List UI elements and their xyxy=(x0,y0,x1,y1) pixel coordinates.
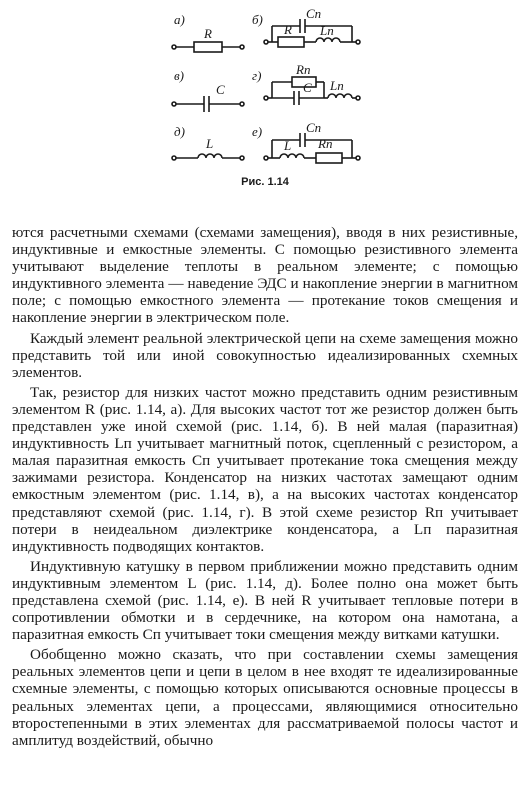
schematic-e xyxy=(264,133,360,163)
figure-caption: Рис. 1.14 xyxy=(241,176,289,188)
label-e-rp: Rп xyxy=(318,136,333,151)
label-e-cp: Сп xyxy=(306,120,322,135)
label-a-r: R xyxy=(204,26,212,41)
label-g-c: C xyxy=(303,80,312,95)
panel-label-b: б) xyxy=(252,12,263,27)
panel-label-g: г) xyxy=(252,68,262,83)
paragraph-3: Так, резистор для низких частот можно представить одним резистивным элементом R (рис. 1.14, а). Для высоких частот тот же резистор должен быть представлен уже иной схемой (рис. 1.14, б). В ней малая (паразитная) индуктивность Lп учитывает магнитный поток, сцепленный с резистором, а малая паразитная емкость Сп учитывает протекание тока смещения между зажимами резистора. Конденсатор на низких частотах замещают одним емкостным элементом (рис. 1.14, в), а на высоких частотах конденсатор представляют схемой (рис. 1.14, г). В этой схеме резистор Rп учитывает потери в неидеальном диэлектрике конденсатора, а Lп паразитная индуктивность подводящих контактов. xyxy=(12,383,518,555)
panel-label-e: е) xyxy=(252,124,263,139)
label-g-lp: Lп xyxy=(330,78,344,93)
schematic-a xyxy=(172,42,244,52)
paragraph-4: Индуктивную катушку в первом приближении можно представить одним индуктивным элементом L (рис. 1.14, д). Более полно она может быть представлена схемой (рис. 1.14, е). В ней R учитывает тепловые потери в сопротивлении обмотки и в сердечнике, на котором она намотана, а паразитная емкость Сп учитывает токи смещения между витками катушки. xyxy=(12,557,518,644)
label-b-r: R xyxy=(284,22,292,37)
circuit-diagrams xyxy=(160,0,380,200)
paragraph-5: Обобщенно можно сказать, что при составлении схемы замещения реальных элементов цепи и цепи в целом в нее входят те идеализированные схемные элементы, с помощью которых описываются основные процессы в реальных элементах цепи, а процессами, являющимися относительно второстепенными в этих элементах для рассматриваемой полосы частот и амплитуд воздействий, обычно xyxy=(12,646,518,749)
label-b-cp: Сп xyxy=(306,6,322,21)
label-d-l: L xyxy=(206,136,214,151)
paragraph-1: ются расчетными схемами (схемами замещения), вводя в них резистивные, индуктивные и емкостные элементы. С помощью резистивного элемента учитывают выделение теплоты в реальном элементе; с помощью индуктивного элемента — наведение ЭДС и накопление энергии в магнитном поле; с помощью емкостного элемента — протекание токов смещения и накопление энергии в электрическом поле. xyxy=(12,224,518,327)
circuit-figure xyxy=(160,0,380,200)
panel-label-v: в) xyxy=(174,68,184,83)
paragraph-2: Каждый элемент реальной электрической цепи на схеме замещения можно представить той или иной совокупностью идеализированных схемных элементов. xyxy=(12,329,518,381)
label-g-rp: Rп xyxy=(296,62,311,77)
label-e-l: L xyxy=(284,138,292,153)
label-b-lp: Lп xyxy=(320,23,334,38)
panel-label-d: д) xyxy=(174,124,185,139)
schematic-v xyxy=(172,96,244,112)
schematic-g xyxy=(264,77,360,105)
panel-label-a: а) xyxy=(174,12,185,27)
body-text xyxy=(12,224,518,752)
label-v-c: C xyxy=(216,82,225,97)
schematic-d xyxy=(172,154,244,160)
schematic-b xyxy=(264,19,360,47)
